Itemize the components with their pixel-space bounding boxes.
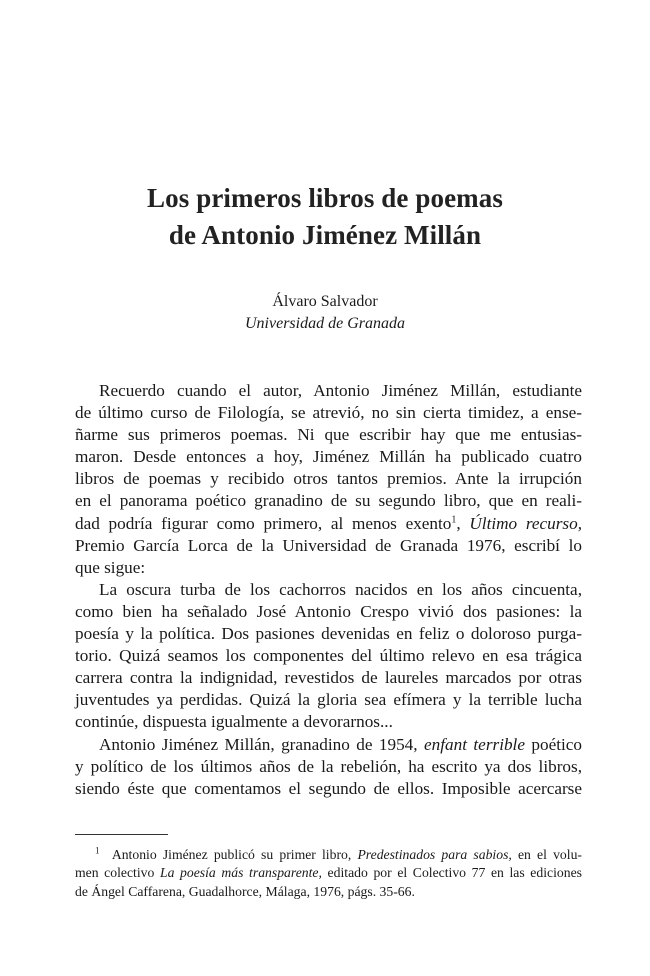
body-text: poético xyxy=(524,734,582,754)
body-line: libros de poemas y recibido otros tantos premios. Ante la irrupción xyxy=(75,469,582,489)
body-line: y político de los últimos años de la rebelión, ha escrito ya dos libros, xyxy=(75,756,582,776)
body-line: juventudes ya perdidas. Quizá la gloria sea efímera y la terrible lucha xyxy=(75,690,582,710)
footnote-separator xyxy=(75,834,168,835)
body-line: carrera contra la indignidad, revestidos de laureles marcados por otras xyxy=(75,668,582,688)
body-line: que sigue: xyxy=(75,557,146,577)
body-line: maron. Desde entonces a hoy, Jiménez Millán ha publicado cuatro xyxy=(75,447,582,467)
article-title xyxy=(0,180,650,254)
book-title-italic: La poesía más transparente, xyxy=(159,865,322,881)
footnote-text: en el volu- xyxy=(511,847,582,862)
title-line-2: de Antonio Jiménez Millán xyxy=(168,220,482,250)
body-text: , xyxy=(456,513,470,533)
body-line: poesía y la política. Dos pasiones devenidas en feliz o doloroso purga- xyxy=(75,624,582,644)
body-line: La oscura turba de los cachorros nacidos en los años cincuenta, xyxy=(99,579,582,599)
footnote-line xyxy=(75,846,582,864)
body-line: Premio García Lorca de la Universidad de Granada 1976, escribí lo xyxy=(75,535,582,555)
author-name: Álvaro Salvador xyxy=(272,293,378,310)
footnote-marker: 1 xyxy=(95,845,100,856)
body-line: Recuerdo cuando el autor, Antonio Jiménez Millán, estudiante xyxy=(99,381,582,400)
body-line xyxy=(75,734,582,756)
body-line: continúe, dispuesta igualmente a devorarnos... xyxy=(75,712,393,732)
body-line: de último curso de Filología, se atrevió, no sin cierta timidez, a ense- xyxy=(75,403,582,423)
book-title-italic: Predestinados para sabios, xyxy=(357,847,512,862)
body-line: ñarme sus primeros poemas. Ni que escribir hay que me entusias- xyxy=(75,425,582,445)
body-line: en el panorama poético granadino de su segundo libro, que en reali- xyxy=(75,491,582,511)
body-text: dad podría figurar como primero, al menos exento xyxy=(75,513,452,533)
title-line-1: Los primeros libros de poemas xyxy=(147,183,503,213)
footnote-text: Antonio Jiménez publicó su primer libro, xyxy=(111,847,358,862)
body-line: torio. Quizá seamos los componentes del último relevo en esa trágica xyxy=(75,646,582,666)
footnote-text: editado por el Colectivo 77 en las ediciones xyxy=(321,865,582,881)
footnote-line: de Ángel Caffarena, Guadalhorce, Málaga, 1976, págs. 35-66. xyxy=(75,883,415,899)
footnote-reference[interactable]: 1 xyxy=(451,513,457,525)
body-text: Antonio Jiménez Millán, granadino de 1954, xyxy=(99,734,425,754)
article-body xyxy=(75,380,582,800)
footnote xyxy=(75,846,582,901)
body-line: como bien ha señalado José Antonio Crespo vivió dos pasiones: la xyxy=(75,601,582,621)
footnote-line xyxy=(75,864,582,882)
italic-phrase: enfant terrible xyxy=(424,734,525,754)
body-line: siendo éste que comentamos el segundo de ellos. Imposible acercarse xyxy=(75,778,582,798)
book-title-italic: Último recurso, xyxy=(469,513,583,533)
footnote-text: men colectivo xyxy=(75,865,160,881)
body-line xyxy=(75,513,582,535)
author-affiliation: Universidad de Granada xyxy=(245,315,405,332)
